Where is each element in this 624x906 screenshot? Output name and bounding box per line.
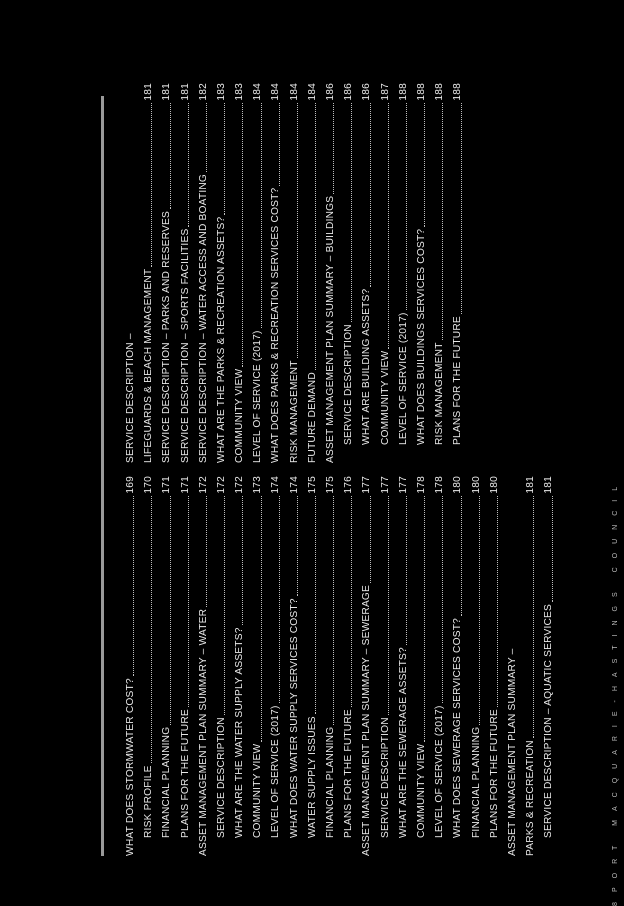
toc-entry-title: ASSET MANAGEMENT PLAN SUMMARY – BUILDINGS	[325, 195, 337, 463]
toc-entry-page: 171	[179, 476, 191, 494]
toc-entry-title: RISK PROFILE	[143, 765, 155, 838]
dot-leader	[170, 496, 171, 725]
dot-leader	[533, 496, 534, 739]
toc-entry[interactable]	[173, 83, 191, 463]
toc-entry[interactable]	[173, 476, 191, 856]
footer-council-name: PORT MACQUARIE-HASTINGS COUNCIL	[612, 477, 619, 892]
toc-entry-title: FUTURE DEMAND	[306, 372, 318, 463]
toc-entry-title: SERVICE DESCRIPTION – PARKS AND RESERVES	[161, 210, 173, 463]
toc-entry-title: LEVEL OF SERVICE (2017)	[397, 312, 409, 445]
toc-entry[interactable]	[427, 476, 445, 856]
toc-entry-page: 172	[197, 476, 209, 494]
toc-entry[interactable]	[373, 476, 391, 856]
dot-leader	[461, 496, 462, 616]
dot-leader	[370, 496, 371, 583]
toc-right-column	[118, 83, 464, 463]
dot-leader	[351, 103, 352, 323]
toc-entry[interactable]	[445, 83, 463, 463]
footer-page-number: 8	[612, 902, 619, 906]
dot-leader	[297, 103, 298, 359]
toc-entry-page: 186	[361, 83, 373, 101]
dot-leader	[297, 496, 298, 597]
toc-entry[interactable]	[209, 476, 227, 856]
toc-entry-page: 172	[234, 476, 246, 494]
toc-entry-title: PLANS FOR THE FUTURE	[179, 709, 191, 838]
toc-entry-title: PARKS & RECREATION	[525, 740, 537, 856]
toc-entry-title: ASSET MANAGEMENT PLAN SUMMARY – SEWERAGE	[361, 584, 373, 856]
dot-leader	[151, 496, 152, 764]
dot-leader	[351, 496, 352, 707]
toc-entry-title: WHAT ARE BUILDING ASSETS?	[361, 288, 373, 445]
dot-leader	[206, 103, 207, 172]
toc-entry-page: 184	[270, 83, 282, 101]
toc-entry-title: LEVEL OF SERVICE (2017)	[434, 705, 446, 838]
toc-entry-page: 178	[434, 476, 446, 494]
dot-leader	[224, 103, 225, 215]
toc-entry-page: 188	[434, 83, 446, 101]
toc-entry-page: 184	[306, 83, 318, 101]
toc-entry[interactable]	[354, 476, 372, 856]
toc-entry[interactable]	[409, 83, 427, 463]
toc-entry-title: COMMUNITY VIEW	[379, 350, 391, 445]
toc-entry[interactable]	[300, 83, 318, 463]
dot-leader	[388, 103, 389, 349]
toc-entry-title: PLANS FOR THE FUTURE	[488, 709, 500, 838]
toc-entry-page: 183	[215, 83, 227, 101]
toc-entry[interactable]	[391, 476, 409, 856]
dot-leader	[315, 103, 316, 371]
toc-entry-page: 182	[197, 83, 209, 101]
toc-entry-title: COMMUNITY VIEW	[415, 743, 427, 838]
toc-entry-page: 180	[452, 476, 464, 494]
toc-entry[interactable]	[500, 476, 518, 856]
toc-entry-page: 172	[215, 476, 227, 494]
dot-leader	[242, 103, 243, 367]
dot-leader	[552, 496, 553, 602]
dot-leader	[388, 496, 389, 716]
toc-entry-title: WHAT DOES BUILDINGS SERVICES COST?	[415, 228, 427, 445]
toc-entry-page: 187	[379, 83, 391, 101]
toc-entry-title: PLANS FOR THE FUTURE	[452, 316, 464, 445]
toc-entry[interactable]	[154, 83, 172, 463]
toc-entry-title: LEVEL OF SERVICE (2017)	[270, 705, 282, 838]
toc-entry-title: WHAT DOES WATER SUPPLY SERVICES COST?	[288, 598, 300, 838]
toc-entry[interactable]	[318, 476, 336, 856]
toc-entry[interactable]	[300, 476, 318, 856]
toc-entry[interactable]	[264, 83, 282, 463]
toc-entry-title: WHAT DOES STORMWATER COST?	[124, 678, 136, 856]
dot-leader	[315, 496, 316, 715]
toc-entry-title: FINANCIAL PLANNING	[470, 726, 482, 838]
toc-entry[interactable]	[336, 476, 354, 856]
toc-entry-title: WATER SUPPLY ISSUES	[306, 716, 318, 838]
toc-entry-title: SERVICE DESCRIPTION – SPORTS FACILITIES	[179, 228, 191, 463]
toc-entry-title: WHAT DOES SEWERAGE SERVICES COST?	[452, 617, 464, 838]
toc-entry-page: 176	[343, 476, 355, 494]
dot-leader	[333, 496, 334, 725]
dot-leader	[424, 103, 425, 227]
toc-entry-title: RISK MANAGEMENT	[288, 360, 300, 463]
toc-entry-page: 188	[397, 83, 409, 101]
toc-entry-page: 169	[124, 476, 136, 494]
toc-entry-title: SERVICE DESCRIPTION	[379, 717, 391, 838]
toc-entry-page: 177	[397, 476, 409, 494]
toc-entry[interactable]	[336, 83, 354, 463]
toc-entry[interactable]	[464, 476, 482, 856]
dot-leader	[133, 496, 134, 677]
dot-leader	[497, 496, 498, 707]
toc-entry-title: SERVICE DESCRIPTION – AQUATIC SERVICES	[543, 603, 555, 838]
toc-entry-page: 188	[415, 83, 427, 101]
toc-entry-title: FINANCIAL PLANNING	[325, 726, 337, 838]
toc-entry-page: 178	[415, 476, 427, 494]
dot-leader	[170, 103, 171, 209]
dot-leader	[424, 496, 425, 742]
dot-leader	[370, 103, 371, 287]
toc-entry-page: 180	[488, 476, 500, 494]
dot-leader	[206, 496, 207, 607]
toc-entry-page: 183	[234, 83, 246, 101]
toc-entry[interactable]	[282, 83, 300, 463]
dot-leader	[442, 496, 443, 704]
toc-entry-page: 186	[325, 83, 337, 101]
toc-entry[interactable]	[118, 83, 136, 463]
toc-entry-title: WHAT ARE THE SEWERAGE ASSETS?	[397, 647, 409, 838]
toc-entry-page: 175	[306, 476, 318, 494]
toc-entry[interactable]	[118, 476, 136, 856]
toc-entry-page: 180	[470, 476, 482, 494]
toc-entry[interactable]	[191, 83, 209, 463]
toc-entry[interactable]	[536, 476, 554, 856]
toc-entry[interactable]	[136, 83, 154, 463]
toc-entry-page: 174	[270, 476, 282, 494]
dot-leader	[279, 496, 280, 704]
toc-entry-page: 174	[288, 476, 300, 494]
toc-entry-page: 173	[252, 476, 264, 494]
toc-entry-page: 181	[179, 83, 191, 101]
toc-entry[interactable]	[354, 83, 372, 463]
toc-entry[interactable]	[373, 83, 391, 463]
toc-left-column	[118, 476, 555, 856]
dot-leader	[461, 103, 462, 314]
toc-entry[interactable]	[136, 476, 154, 856]
toc-entry-title: SERVICE DESCRIPTION – WATER ACCESS AND BOATING	[197, 173, 209, 463]
toc-entry-page: 181	[161, 83, 173, 101]
toc-entry[interactable]	[209, 83, 227, 463]
dot-leader	[406, 103, 407, 311]
toc-entry-page: 188	[452, 83, 464, 101]
toc-entry-title: SERVICE DESCRIPTION	[343, 324, 355, 445]
dot-leader	[279, 103, 280, 186]
toc-entry[interactable]	[154, 476, 172, 856]
toc-entry[interactable]	[227, 476, 245, 856]
toc-entry[interactable]	[245, 83, 263, 463]
toc-entry[interactable]	[427, 83, 445, 463]
dot-leader	[151, 103, 152, 267]
toc-entry-title: SERVICE DESCRIPTION	[215, 717, 227, 838]
dot-leader	[261, 496, 262, 742]
toc-entry-title: LEVEL OF SERVICE (2017)	[252, 330, 264, 463]
toc-entry-title: PLANS FOR THE FUTURE	[343, 709, 355, 838]
toc-entry[interactable]	[482, 476, 500, 856]
toc-entry[interactable]	[445, 476, 463, 856]
dot-leader	[188, 103, 189, 227]
toc-entry[interactable]	[264, 476, 282, 856]
toc-entry-title: COMMUNITY VIEW	[252, 743, 264, 838]
toc-entry-title: SERVICE DESCRIPTION –	[124, 333, 136, 463]
dot-leader	[188, 496, 189, 707]
toc-entry-page: 177	[379, 476, 391, 494]
toc-entry-title: WHAT ARE THE PARKS & RECREATION ASSETS?	[215, 216, 227, 463]
toc-entry-page: 175	[325, 476, 337, 494]
dot-leader	[406, 496, 407, 645]
dot-leader	[261, 103, 262, 329]
toc-entry-page: 181	[543, 476, 555, 494]
toc-entry[interactable]	[245, 476, 263, 856]
dot-leader	[479, 496, 480, 725]
dot-leader	[242, 496, 243, 626]
toc-entry[interactable]	[318, 83, 336, 463]
toc-entry-title: ASSET MANAGEMENT PLAN SUMMARY –	[506, 648, 518, 856]
dot-leader	[224, 496, 225, 716]
top-rule	[101, 96, 104, 856]
toc-entry-page: 181	[525, 476, 537, 494]
toc-entry-page: 184	[288, 83, 300, 101]
toc-entry-title: COMMUNITY VIEW	[234, 368, 246, 463]
toc-entry-title: WHAT DOES PARKS & RECREATION SERVICES COST?	[270, 187, 282, 463]
toc-entry[interactable]	[518, 476, 536, 856]
toc-entry-page: 170	[143, 476, 155, 494]
dot-leader	[442, 103, 443, 341]
toc-entry-title: WHAT ARE THE WATER SUPPLY ASSETS?	[234, 627, 246, 838]
dot-leader	[333, 103, 334, 194]
toc-entry-title: ASSET MANAGEMENT PLAN SUMMARY – WATER	[197, 608, 209, 856]
toc-entry-page: 186	[343, 83, 355, 101]
toc-entry-title: LIFEGUARDS & BEACH MANAGEMENT	[143, 268, 155, 463]
toc-entry-page: 177	[361, 476, 373, 494]
toc-entry-title: FINANCIAL PLANNING	[161, 726, 173, 838]
toc-entry-page: 181	[143, 83, 155, 101]
toc-entry-title: RISK MANAGEMENT	[434, 342, 446, 445]
toc-entry[interactable]	[227, 83, 245, 463]
toc-entry[interactable]	[191, 476, 209, 856]
toc-entry-page: 184	[252, 83, 264, 101]
toc-entry[interactable]	[391, 83, 409, 463]
toc-entry-page: 171	[161, 476, 173, 494]
toc-entry[interactable]	[282, 476, 300, 856]
toc-entry[interactable]	[409, 476, 427, 856]
